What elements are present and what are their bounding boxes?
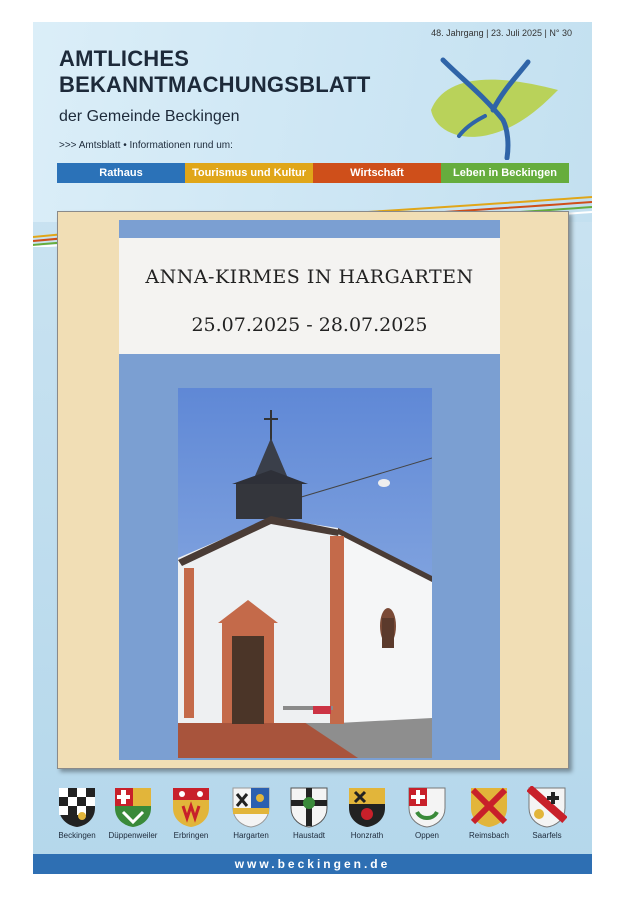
- poster-dates: 25.07.2025 - 28.07.2025: [191, 314, 428, 336]
- poster-title: ANNA-KIRMES IN HARGARTEN: [145, 266, 474, 288]
- crest-dueppenweiler: [103, 786, 163, 840]
- crest-hargarten-icon: [231, 786, 271, 828]
- crest-erbringen-icon: [171, 786, 211, 828]
- website-link[interactable]: www.beckingen.de: [33, 854, 592, 874]
- crest-dueppenweiler-icon: [113, 786, 153, 828]
- crest-beckingen: [47, 786, 107, 840]
- crest-label: Honzrath: [350, 831, 384, 840]
- crest-label: Haustadt: [292, 831, 326, 840]
- tagline: >>> Amtsblatt • Informationen rund um:: [59, 140, 233, 151]
- crest-label: Saarfels: [532, 831, 562, 840]
- chapel-photo: [178, 388, 432, 758]
- crest-honzrath-icon: [347, 786, 387, 828]
- crest-label: Hargarten: [233, 831, 269, 840]
- crest-reimsbach-icon: [469, 786, 509, 828]
- masthead-subtitle: der Gemeinde Beckingen: [59, 108, 240, 125]
- crest-reimsbach: [459, 786, 519, 840]
- crest-oppen: [397, 786, 457, 840]
- crest-beckingen-icon: [57, 786, 97, 828]
- title-line-2: BEKANNTMACHUNGSBLATT: [59, 72, 371, 97]
- crest-haustadt-icon: [289, 786, 329, 828]
- crest-saarfels-icon: [527, 786, 567, 828]
- poster-title-band: [119, 238, 500, 354]
- crest-haustadt: [279, 786, 339, 840]
- crest-label: Beckingen: [58, 831, 96, 840]
- title-line-1: AMTLICHES: [59, 46, 190, 71]
- crest-erbringen: [161, 786, 221, 840]
- crest-label: Erbringen: [173, 831, 209, 840]
- crest-label: Reimsbach: [468, 831, 509, 840]
- crest-label: Düppenweiler: [108, 831, 158, 840]
- nav-leben-in-beckingen[interactable]: Leben in Beckingen: [441, 163, 569, 183]
- leaf-logo-icon: [423, 50, 563, 160]
- crest-label: Oppen: [414, 831, 440, 840]
- nav-rathaus[interactable]: Rathaus: [57, 163, 185, 183]
- village-crests: [33, 786, 592, 846]
- crest-oppen-icon: [407, 786, 447, 828]
- nav-tourismus-kultur[interactable]: Tourismus und Kultur: [185, 163, 313, 183]
- nav-wirtschaft[interactable]: Wirtschaft: [313, 163, 441, 183]
- poster-frame: [57, 211, 569, 769]
- poster-top-strip: [119, 220, 500, 238]
- masthead-title: [59, 46, 371, 98]
- crest-honzrath: [337, 786, 397, 840]
- event-poster: [119, 220, 500, 760]
- crest-hargarten: [221, 786, 281, 840]
- crest-saarfels: [517, 786, 577, 840]
- newsletter-cover: [33, 22, 592, 874]
- issue-line: 48. Jahrgang | 23. Juli 2025 | N° 30: [431, 28, 572, 38]
